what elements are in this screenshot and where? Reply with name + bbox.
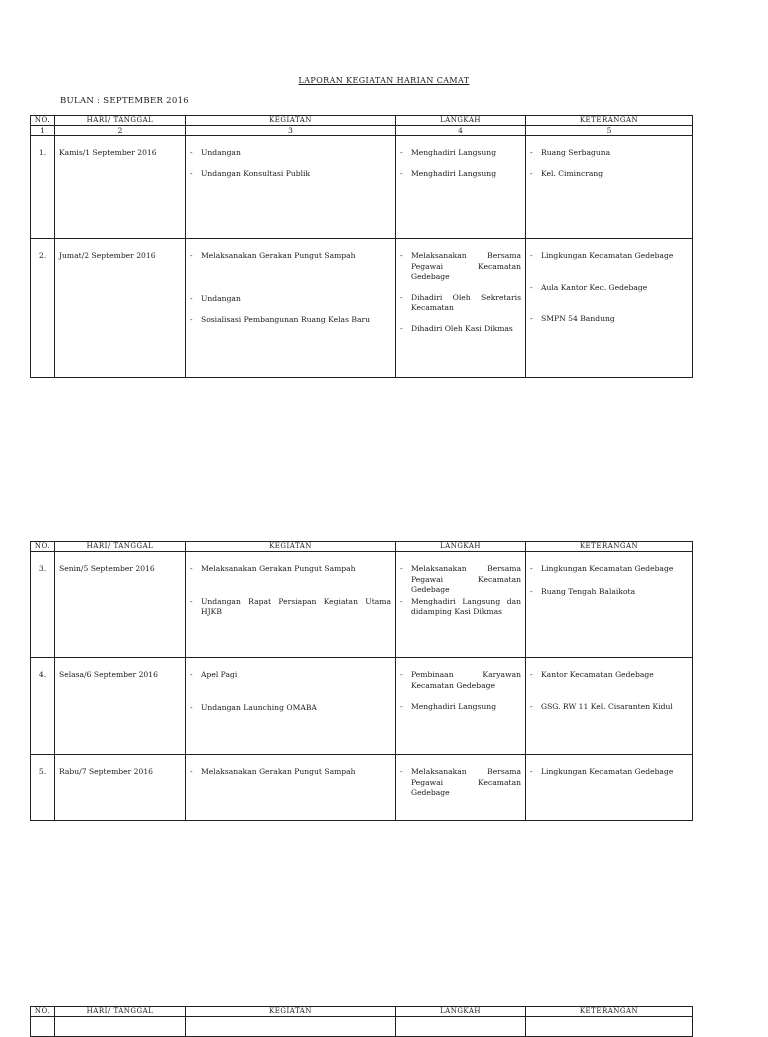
table-row: [31, 552, 693, 658]
keterangan-item: - Lingkungan Kecamatan Gedebage: [530, 767, 688, 778]
kegiatan-item: - Undangan Launching OMABA: [190, 703, 391, 714]
header-hari: HARI/ TANGGAL: [55, 542, 186, 552]
report-title: LAPORAN KEGIATAN HARIAN CAMAT: [298, 76, 470, 85]
kegiatan-item: - Melaksanakan Gerakan Pungut Sampah: [190, 564, 391, 575]
activity-table-2: [30, 541, 693, 821]
header-no: NO.: [31, 542, 55, 552]
keterangan-item: - Kel. Cimincrang: [530, 169, 688, 180]
keterangan-item: - Ruang Tengah Balaikota: [530, 587, 688, 598]
kegiatan-item: - Apel Pagi: [190, 670, 391, 681]
row-date: Jumat/2 September 2016: [55, 239, 186, 378]
langkah-item: - Melaksanakan Bersama Pegawai Kecamatan Gedebage: [400, 564, 521, 596]
table-row: [31, 136, 693, 239]
table-row: [31, 239, 693, 378]
keterangan-item: - Kantor Kecamatan Gedebage: [530, 670, 688, 681]
kegiatan-item: - Undangan Rapat Persiapan Kegiatan Utama HJKB: [190, 597, 391, 618]
langkah-item: - Melaksanakan Bersama Pegawai Kecamatan Gedebage: [400, 767, 521, 799]
column-number: 2: [55, 126, 186, 136]
report-month: BULAN : SEPTEMBER 2016: [60, 96, 190, 106]
keterangan-item: - SMPN 54 Bandung: [530, 314, 688, 325]
row-number: 1.: [31, 136, 55, 239]
column-number: 1: [31, 126, 55, 136]
kegiatan-item: - Sosialisasi Pembangunan Ruang Kelas Baru: [190, 315, 391, 326]
header-keterangan: KETERANGAN: [526, 1007, 693, 1017]
langkah-item: - Melaksanakan Bersama Pegawai Kecamatan Gedebage: [400, 251, 521, 283]
header-no: NO.: [31, 116, 55, 126]
langkah-item: - Menghadiri Langsung: [400, 702, 521, 713]
header-kegiatan: KEGIATAN: [186, 1007, 396, 1017]
langkah-item: - Dihadiri Oleh Sekretaris Kecamatan: [400, 293, 521, 314]
row-date: Selasa/6 September 2016: [55, 658, 186, 755]
langkah-item: - Pembinaan Karyawan Kecamatan Gedebage: [400, 670, 521, 691]
header-kegiatan: KEGIATAN: [186, 116, 396, 126]
kegiatan-item: - Undangan Konsultasi Publik: [190, 169, 391, 180]
activity-table-1: [30, 115, 693, 378]
keterangan-item: - Lingkungan Kecamatan Gedebage: [530, 564, 688, 575]
keterangan-item: - Aula Kantor Kec. Gedebage: [530, 283, 688, 294]
column-number: 3: [186, 126, 396, 136]
kegiatan-item: - Melaksanakan Gerakan Pungut Sampah: [190, 251, 391, 262]
keterangan-item: - Ruang Serbaguna: [530, 148, 688, 159]
header-hari: HARI/ TANGGAL: [55, 116, 186, 126]
activity-table-3: [30, 1006, 693, 1037]
langkah-item: - Menghadiri Langsung dan didamping Kasi Dikmas: [400, 597, 521, 618]
header-keterangan: KETERANGAN: [526, 542, 693, 552]
column-number: 4: [396, 126, 526, 136]
header-langkah: LANGKAH: [396, 116, 526, 126]
column-number: 5: [526, 126, 693, 136]
table-row: [31, 658, 693, 755]
header-keterangan: KETERANGAN: [526, 116, 693, 126]
kegiatan-item: - Undangan: [190, 294, 391, 305]
langkah-item: - Menghadiri Langsung: [400, 148, 521, 159]
row-date: Rabu/7 September 2016: [55, 755, 186, 821]
row-number: 5.: [31, 755, 55, 821]
header-langkah: LANGKAH: [396, 1007, 526, 1017]
langkah-item: - Menghadiri Langsung: [400, 169, 521, 180]
header-langkah: LANGKAH: [396, 542, 526, 552]
table-row: [31, 1017, 693, 1037]
keterangan-item: - Lingkungan Kecamatan Gedebage: [530, 251, 688, 262]
kegiatan-item: - Melaksanakan Gerakan Pungut Sampah: [190, 767, 391, 778]
keterangan-item: - GSG. RW 11 Kel. Cisaranten Kidul: [530, 702, 688, 713]
header-hari: HARI/ TANGGAL: [55, 1007, 186, 1017]
row-date: Senin/5 September 2016: [55, 552, 186, 658]
header-kegiatan: KEGIATAN: [186, 542, 396, 552]
row-number: 3.: [31, 552, 55, 658]
header-no: NO.: [31, 1007, 55, 1017]
table-row: [31, 755, 693, 821]
row-date: Kamis/1 September 2016: [55, 136, 186, 239]
row-number: 2.: [31, 239, 55, 378]
kegiatan-item: - Undangan: [190, 148, 391, 159]
langkah-item: - Dihadiri Oleh Kasi Dikmas: [400, 324, 521, 335]
row-number: 4.: [31, 658, 55, 755]
